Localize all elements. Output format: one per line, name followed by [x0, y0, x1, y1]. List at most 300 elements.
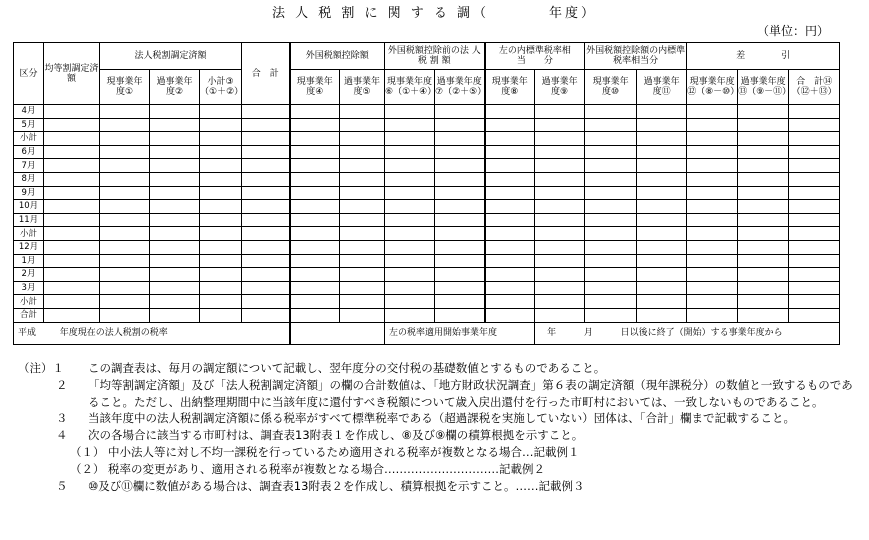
data-cell[interactable] — [385, 213, 435, 227]
data-cell[interactable] — [535, 213, 585, 227]
data-cell[interactable] — [150, 145, 200, 159]
data-cell[interactable] — [385, 281, 435, 295]
data-cell[interactable] — [385, 200, 435, 214]
note-text: 中小法人等に対し不均一課税を行っているため適用される税率が複数となる場合…記載例１ — [108, 444, 580, 459]
data-cell[interactable] — [585, 240, 637, 254]
data-cell[interactable] — [485, 213, 535, 227]
header-col9: 過事業年 度⑨ — [535, 70, 585, 105]
data-cell[interactable] — [637, 295, 687, 309]
data-cell[interactable] — [242, 281, 290, 295]
note-item — [18, 461, 863, 478]
data-cell[interactable] — [637, 308, 687, 322]
data-cell[interactable] — [789, 227, 840, 241]
data-cell[interactable] — [290, 227, 340, 241]
data-cell[interactable] — [200, 254, 242, 268]
data-cell[interactable] — [290, 172, 340, 186]
data-cell[interactable] — [385, 172, 435, 186]
data-cell[interactable] — [738, 240, 789, 254]
data-cell[interactable] — [44, 172, 100, 186]
data-cell[interactable] — [290, 186, 340, 200]
data-cell[interactable] — [150, 172, 200, 186]
note-key: ３ — [56, 411, 68, 426]
data-cell[interactable] — [738, 172, 789, 186]
title-suffix: 年度） — [549, 6, 598, 21]
data-cell[interactable] — [637, 200, 687, 214]
data-cell[interactable] — [100, 227, 150, 241]
data-cell[interactable] — [290, 240, 340, 254]
table-row — [14, 132, 840, 146]
data-cell[interactable] — [290, 105, 340, 119]
data-cell[interactable] — [44, 132, 100, 146]
row-label: 11月 — [14, 213, 44, 227]
header-col11: 過事業年 度⑪ — [637, 70, 687, 105]
table-row — [14, 200, 840, 214]
header-houjin-group: 法人税割調定済額 — [100, 43, 242, 70]
data-cell[interactable] — [200, 240, 242, 254]
data-cell[interactable] — [535, 186, 585, 200]
data-cell[interactable] — [385, 268, 435, 282]
data-cell[interactable] — [44, 186, 100, 200]
data-cell[interactable] — [44, 308, 100, 322]
header-kintou: 均等割調定済額 — [44, 43, 100, 105]
data-cell[interactable] — [738, 268, 789, 282]
data-cell[interactable] — [340, 105, 385, 119]
footer-mid: 左の税率適用開始事業年度 — [385, 322, 535, 344]
data-cell[interactable] — [150, 118, 200, 132]
row-label: 10月 — [14, 200, 44, 214]
data-cell[interactable] — [340, 159, 385, 173]
data-cell[interactable] — [789, 295, 840, 309]
data-cell[interactable] — [200, 159, 242, 173]
data-cell[interactable] — [100, 268, 150, 282]
data-cell[interactable] — [242, 200, 290, 214]
data-cell[interactable] — [340, 213, 385, 227]
data-cell[interactable] — [687, 118, 738, 132]
data-cell[interactable] — [687, 295, 738, 309]
data-cell[interactable] — [435, 132, 485, 146]
data-cell[interactable] — [150, 186, 200, 200]
data-cell[interactable] — [435, 240, 485, 254]
title-prefix: 法 人 税 割 に 関 す る 調（ — [271, 6, 490, 21]
header-hidari-group: 左の内標準税率相 当 分 — [485, 43, 585, 70]
data-cell[interactable] — [200, 105, 242, 119]
table-row — [14, 105, 840, 119]
data-cell[interactable] — [100, 213, 150, 227]
data-cell[interactable] — [340, 200, 385, 214]
data-cell[interactable] — [385, 227, 435, 241]
data-cell[interactable] — [200, 200, 242, 214]
data-cell[interactable] — [44, 227, 100, 241]
data-cell[interactable] — [290, 145, 340, 159]
row-label: 5月 — [14, 118, 44, 132]
data-cell[interactable] — [687, 145, 738, 159]
data-cell[interactable] — [435, 295, 485, 309]
data-cell[interactable] — [637, 213, 687, 227]
data-cell[interactable] — [100, 172, 150, 186]
header-col5: 過事業年 度⑤ — [340, 70, 385, 105]
table-row — [14, 145, 840, 159]
data-cell[interactable] — [435, 227, 485, 241]
data-cell[interactable] — [290, 118, 340, 132]
data-cell[interactable] — [435, 254, 485, 268]
data-cell[interactable] — [435, 172, 485, 186]
data-cell[interactable] — [687, 240, 738, 254]
data-cell[interactable] — [687, 172, 738, 186]
data-cell[interactable] — [290, 159, 340, 173]
data-cell[interactable] — [535, 308, 585, 322]
data-cell[interactable] — [738, 159, 789, 173]
note-text: 当該年度中の法人税割調定済額に係る税率がすべて標準税率である（超過課税を実施していない）団体は、「合計」欄まで記載すること。 — [88, 411, 796, 426]
data-cell[interactable] — [637, 172, 687, 186]
data-cell[interactable] — [738, 186, 789, 200]
data-cell[interactable] — [738, 132, 789, 146]
data-cell[interactable] — [242, 172, 290, 186]
data-cell[interactable] — [200, 308, 242, 322]
data-cell[interactable] — [242, 145, 290, 159]
data-cell[interactable] — [340, 240, 385, 254]
data-cell[interactable] — [637, 132, 687, 146]
data-cell[interactable] — [535, 172, 585, 186]
data-cell[interactable] — [242, 254, 290, 268]
data-cell[interactable] — [385, 118, 435, 132]
data-cell[interactable] — [535, 145, 585, 159]
data-cell[interactable] — [687, 227, 738, 241]
data-cell[interactable] — [340, 132, 385, 146]
data-cell[interactable] — [789, 254, 840, 268]
header-col2: 過事業年 度② — [150, 70, 200, 105]
data-cell[interactable] — [100, 186, 150, 200]
data-cell[interactable] — [687, 159, 738, 173]
data-cell[interactable] — [738, 105, 789, 119]
row-label: 小計 — [14, 295, 44, 309]
data-cell[interactable] — [485, 268, 535, 282]
data-cell[interactable] — [290, 268, 340, 282]
data-cell[interactable] — [637, 186, 687, 200]
table-row — [14, 295, 840, 309]
data-cell[interactable] — [738, 213, 789, 227]
data-cell[interactable] — [789, 159, 840, 173]
data-cell[interactable] — [485, 281, 535, 295]
data-cell[interactable] — [150, 159, 200, 173]
data-cell[interactable] — [340, 268, 385, 282]
data-cell[interactable] — [738, 145, 789, 159]
data-cell[interactable] — [485, 118, 535, 132]
data-cell[interactable] — [150, 268, 200, 282]
data-cell[interactable] — [340, 118, 385, 132]
data-cell[interactable] — [385, 295, 435, 309]
data-cell[interactable] — [44, 240, 100, 254]
data-cell[interactable] — [485, 105, 535, 119]
data-cell[interactable] — [585, 268, 637, 282]
data-cell[interactable] — [687, 268, 738, 282]
footer-rate-cell[interactable] — [290, 322, 385, 344]
data-cell[interactable] — [435, 145, 485, 159]
data-cell[interactable] — [738, 308, 789, 322]
data-cell[interactable] — [585, 200, 637, 214]
data-cell[interactable] — [385, 254, 435, 268]
data-cell[interactable] — [585, 132, 637, 146]
data-cell[interactable] — [535, 295, 585, 309]
data-cell[interactable] — [385, 145, 435, 159]
data-cell[interactable] — [687, 200, 738, 214]
data-cell[interactable] — [637, 281, 687, 295]
data-cell[interactable] — [485, 308, 535, 322]
data-cell[interactable] — [485, 227, 535, 241]
data-cell[interactable] — [44, 213, 100, 227]
data-cell[interactable] — [789, 281, 840, 295]
data-cell[interactable] — [535, 240, 585, 254]
data-cell[interactable] — [535, 254, 585, 268]
data-cell[interactable] — [200, 295, 242, 309]
data-cell[interactable] — [44, 295, 100, 309]
data-cell[interactable] — [100, 200, 150, 214]
data-cell[interactable] — [340, 254, 385, 268]
data-cell[interactable] — [340, 281, 385, 295]
data-cell[interactable] — [738, 200, 789, 214]
data-cell[interactable] — [435, 186, 485, 200]
data-cell[interactable] — [789, 145, 840, 159]
header-col8: 現事業年 度⑧ — [485, 70, 535, 105]
data-cell[interactable] — [789, 105, 840, 119]
data-cell[interactable] — [738, 118, 789, 132]
data-cell[interactable] — [535, 281, 585, 295]
header-col3: 小計③（①＋②） — [200, 70, 242, 105]
data-cell[interactable] — [242, 118, 290, 132]
data-cell[interactable] — [200, 213, 242, 227]
data-cell[interactable] — [535, 227, 585, 241]
data-cell[interactable] — [435, 281, 485, 295]
data-cell[interactable] — [242, 186, 290, 200]
data-cell[interactable] — [585, 105, 637, 119]
data-cell[interactable] — [44, 118, 100, 132]
data-cell[interactable] — [435, 268, 485, 282]
data-cell[interactable] — [290, 200, 340, 214]
data-cell[interactable] — [340, 227, 385, 241]
data-cell[interactable] — [200, 268, 242, 282]
data-cell[interactable] — [44, 268, 100, 282]
data-cell[interactable] — [485, 295, 535, 309]
data-cell[interactable] — [385, 159, 435, 173]
data-cell[interactable] — [585, 281, 637, 295]
data-cell[interactable] — [100, 159, 150, 173]
data-cell[interactable] — [200, 281, 242, 295]
data-cell[interactable] — [100, 281, 150, 295]
data-cell[interactable] — [242, 240, 290, 254]
data-cell[interactable] — [789, 240, 840, 254]
data-cell[interactable] — [150, 254, 200, 268]
data-cell[interactable] — [100, 240, 150, 254]
data-cell[interactable] — [44, 281, 100, 295]
data-cell[interactable] — [585, 145, 637, 159]
data-cell[interactable] — [44, 145, 100, 159]
data-cell[interactable] — [637, 240, 687, 254]
data-cell[interactable] — [100, 254, 150, 268]
data-cell[interactable] — [687, 308, 738, 322]
data-cell[interactable] — [789, 132, 840, 146]
data-cell[interactable] — [242, 159, 290, 173]
data-cell[interactable] — [242, 105, 290, 119]
data-cell[interactable] — [789, 268, 840, 282]
data-cell[interactable] — [150, 213, 200, 227]
data-cell[interactable] — [485, 186, 535, 200]
data-cell[interactable] — [485, 172, 535, 186]
data-cell[interactable] — [687, 132, 738, 146]
data-cell[interactable] — [485, 159, 535, 173]
data-cell[interactable] — [44, 159, 100, 173]
note-text: ⑩及び⑪欄に数値がある場合は、調査表13附表２を作成し、積算根拠を示すこと。……記載例３ — [88, 478, 585, 493]
data-cell[interactable] — [44, 105, 100, 119]
data-cell[interactable] — [200, 227, 242, 241]
data-cell[interactable] — [585, 118, 637, 132]
data-cell[interactable] — [637, 145, 687, 159]
header-kubun: 区分 — [14, 43, 44, 105]
data-cell[interactable] — [585, 213, 637, 227]
data-cell[interactable] — [687, 213, 738, 227]
data-cell[interactable] — [385, 308, 435, 322]
data-cell[interactable] — [150, 308, 200, 322]
data-cell[interactable] — [585, 308, 637, 322]
footer-year: 年 — [547, 328, 557, 338]
data-cell[interactable] — [687, 254, 738, 268]
data-cell[interactable] — [789, 213, 840, 227]
data-cell[interactable] — [435, 105, 485, 119]
data-cell[interactable] — [738, 295, 789, 309]
notes-section — [18, 360, 863, 494]
data-cell[interactable] — [242, 132, 290, 146]
data-cell[interactable] — [637, 118, 687, 132]
table-row — [14, 118, 840, 132]
data-cell[interactable] — [385, 186, 435, 200]
table-row — [14, 186, 840, 200]
header-col12: 現事業年度⑫（⑧－⑩） — [687, 70, 738, 105]
data-cell[interactable] — [340, 145, 385, 159]
data-cell[interactable] — [242, 308, 290, 322]
data-cell[interactable] — [385, 105, 435, 119]
data-cell[interactable] — [637, 227, 687, 241]
data-cell[interactable] — [150, 105, 200, 119]
data-cell[interactable] — [290, 132, 340, 146]
data-cell[interactable] — [340, 308, 385, 322]
page-title — [0, 2, 869, 21]
data-cell[interactable] — [242, 268, 290, 282]
data-cell[interactable] — [637, 159, 687, 173]
data-cell[interactable] — [738, 281, 789, 295]
data-cell[interactable] — [150, 227, 200, 241]
data-cell[interactable] — [200, 186, 242, 200]
data-cell[interactable] — [435, 118, 485, 132]
data-cell[interactable] — [150, 281, 200, 295]
note-key: ２ — [56, 377, 68, 392]
data-cell[interactable] — [340, 186, 385, 200]
table-row — [14, 254, 840, 268]
data-cell[interactable] — [290, 295, 340, 309]
data-cell[interactable] — [585, 159, 637, 173]
data-cell[interactable] — [242, 227, 290, 241]
data-cell[interactable] — [150, 200, 200, 214]
data-cell[interactable] — [687, 281, 738, 295]
data-cell[interactable] — [200, 132, 242, 146]
data-cell[interactable] — [150, 240, 200, 254]
data-cell[interactable] — [290, 213, 340, 227]
data-cell[interactable] — [100, 308, 150, 322]
data-cell[interactable] — [585, 186, 637, 200]
data-cell[interactable] — [150, 295, 200, 309]
data-cell[interactable] — [485, 254, 535, 268]
data-cell[interactable] — [637, 268, 687, 282]
data-cell[interactable] — [738, 227, 789, 241]
data-cell[interactable] — [290, 254, 340, 268]
data-cell[interactable] — [44, 200, 100, 214]
data-cell[interactable] — [535, 118, 585, 132]
data-cell[interactable] — [535, 200, 585, 214]
data-cell[interactable] — [100, 295, 150, 309]
data-cell[interactable] — [200, 172, 242, 186]
data-cell[interactable] — [585, 227, 637, 241]
data-cell[interactable] — [789, 200, 840, 214]
data-cell[interactable] — [687, 105, 738, 119]
data-cell[interactable] — [290, 308, 340, 322]
data-cell[interactable] — [535, 268, 585, 282]
table-row — [14, 159, 840, 173]
data-cell[interactable] — [585, 172, 637, 186]
data-cell[interactable] — [485, 132, 535, 146]
data-cell[interactable] — [385, 132, 435, 146]
data-cell[interactable] — [290, 281, 340, 295]
table-row — [14, 172, 840, 186]
data-cell[interactable] — [585, 295, 637, 309]
data-cell[interactable] — [789, 118, 840, 132]
data-cell[interactable] — [340, 172, 385, 186]
data-cell[interactable] — [200, 118, 242, 132]
data-cell[interactable] — [535, 132, 585, 146]
data-cell[interactable] — [100, 105, 150, 119]
data-cell[interactable] — [585, 254, 637, 268]
data-cell[interactable] — [738, 254, 789, 268]
data-cell[interactable] — [435, 213, 485, 227]
data-cell[interactable] — [789, 186, 840, 200]
header-col13: 過事業年度⑬（⑨－⑪） — [738, 70, 789, 105]
data-cell[interactable] — [687, 186, 738, 200]
data-cell[interactable] — [485, 145, 535, 159]
data-cell[interactable] — [535, 159, 585, 173]
data-cell[interactable] — [242, 295, 290, 309]
header-gaikoku2-group: 外国税額控除額の内標準税率相当分 — [585, 43, 687, 70]
data-cell[interactable] — [485, 200, 535, 214]
data-cell[interactable] — [637, 105, 687, 119]
data-cell[interactable] — [150, 132, 200, 146]
data-cell[interactable] — [435, 159, 485, 173]
footer-left — [14, 322, 290, 344]
data-cell[interactable] — [100, 132, 150, 146]
header-col6: 現事業年度⑥（①＋④） — [385, 70, 435, 105]
data-cell[interactable] — [789, 308, 840, 322]
data-cell[interactable] — [385, 240, 435, 254]
data-cell[interactable] — [340, 295, 385, 309]
data-cell[interactable] — [242, 213, 290, 227]
data-cell[interactable] — [44, 254, 100, 268]
data-cell[interactable] — [789, 172, 840, 186]
row-label: 小計 — [14, 227, 44, 241]
data-cell[interactable] — [100, 145, 150, 159]
data-cell[interactable] — [435, 200, 485, 214]
data-cell[interactable] — [200, 145, 242, 159]
table-row — [14, 281, 840, 295]
data-cell[interactable] — [535, 105, 585, 119]
data-cell[interactable] — [637, 254, 687, 268]
data-cell[interactable] — [435, 308, 485, 322]
data-cell[interactable] — [485, 240, 535, 254]
data-cell[interactable] — [100, 118, 150, 132]
